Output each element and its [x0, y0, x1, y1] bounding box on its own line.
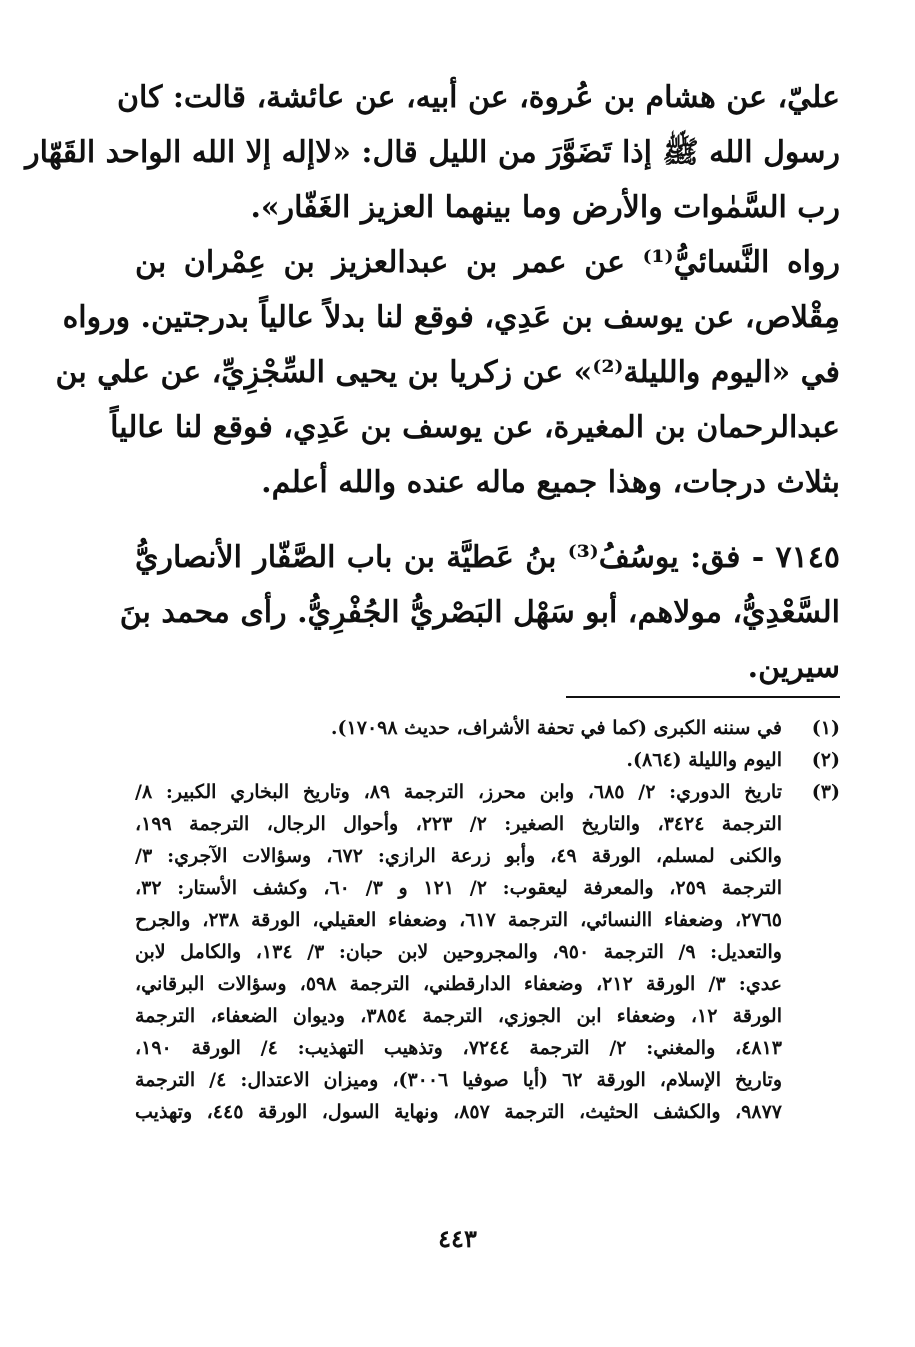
- footnote-line: عدي: ٣/ الورقة ٢١٢، وضعفاء الدارقطني، الترجمة ٥٩٨، وسؤالات البرقاني،: [135, 973, 782, 995]
- footnote-line: ٩٨٧٧، والكشف الحثيث، الترجمة ٨٥٧، ونهاية السول، الورقة ٤٤٥، وتهذيب: [135, 1101, 782, 1123]
- footnote-line: ٢٧٦٥، وضعفاء االنسائي، الترجمة ٦١٧، وضعفاء العقيلي، الورقة ٢٣٨، والجرح: [135, 909, 782, 931]
- footnote-number: (٣): [811, 781, 840, 803]
- paragraph-gap: [135, 510, 840, 530]
- footnote-text: في سننه الكبرى (كما في تحفة الأشراف، حديث ١٧٠٩٨).: [330, 717, 782, 739]
- text-line: بثلاث درجات، وهذا جميع ماله عنده والله أعلم.: [261, 465, 840, 500]
- text-line: في «اليوم والليلة⁽²⁾» عن زكريا بن يحيى السِّجْزِيِّ، عن علي بن: [55, 355, 840, 390]
- footnote-line: وتاريخ الإسلام، الورقة ٦٢ (أيا صوفيا ٣٠٠٦)، وميزان الاعتدال: ٤/ الترجمة: [135, 1069, 782, 1091]
- footnote-number: (١): [811, 717, 840, 739]
- footnote-line: ٤٨١٣، والمغني: ٢/ الترجمة ٧٢٤٤، وتذهيب التهذيب: ٤/ الورقة ١٩٠،: [135, 1037, 783, 1059]
- footnote-line: الترجمة ٢٥٩، والمعرفة ليعقوب: ٢/ ١٢١ و ٣/ ٦٠، وكشف الأستار: ٣٢،: [135, 877, 782, 899]
- text-line: عبدالرحمان بن المغيرة، عن يوسف بن عَدِي، فوقع لنا عالياً: [110, 410, 840, 445]
- footnote-number: (٢): [811, 749, 840, 771]
- text-line: رب السَّمٰوات والأرض وما بينهما العزيز الغَفّار».: [250, 190, 840, 225]
- text-line: سيرين.: [747, 650, 840, 685]
- page-number: ٤٤٣: [438, 1224, 477, 1253]
- text-line: مِقْلاص، عن يوسف بن عَدِي، فوقع لنا بدلاً عالياً بدرجتين. ورواه: [62, 300, 840, 335]
- text-line: رسول الله ﷺ إذا تَضَوَّرَ من الليل قال: «لاإله إلا الله الواحد القَهّار: [25, 135, 840, 170]
- footnote-3: [135, 776, 840, 808]
- footnote-line: الورقة ١٢، وضعفاء ابن الجوزي، الترجمة ٣٨٥٤، وديوان الضعفاء، الترجمة: [135, 1005, 783, 1027]
- footnote-line: الترجمة ٣٤٢٤، والتاريخ الصغير: ٢/ ٢٢٣، وأحوال الرجال، الترجمة ١٩٩،: [135, 813, 782, 835]
- text-line: عليّ، عن هشام بن عُروة، عن أبيه، عن عائشة، قالت: كان: [116, 80, 840, 115]
- footnotes: [135, 712, 840, 1128]
- text-line: السَّعْدِيُّ، مولاهم، أبو سَهْل البَصْريُّ الجُفْرِيُّ. رأى محمد بنَ: [119, 595, 840, 630]
- footnote-text: اليوم والليلة (٨٦٤).: [626, 749, 782, 771]
- footnote-line: والتعديل: ٩/ الترجمة ٩٥٠، والمجروحين لابن حبان: ٣/ ١٣٤، والكامل لابن: [135, 941, 782, 963]
- entry-heading-line: ٧١٤٥ - فق: يوسُفُ⁽³⁾ بنُ عَطيَّة بن باب الصَّفّار الأنصاريُّ: [135, 540, 840, 575]
- footnote-1: [135, 712, 840, 744]
- footnote-text: تاريخ الدوري: ٢/ ٦٨٥، وابن محرز، الترجمة ٨٩، وتاريخ البخاري الكبير: ٨/: [135, 781, 782, 803]
- main-text: [25, 70, 840, 695]
- text-line: رواه النَّسائيُّ⁽¹⁾ عن عمر بن عبدالعزيز بن عِمْران بن: [135, 245, 840, 280]
- footnote-2: [135, 744, 840, 776]
- footnote-line: والكنى لمسلم، الورقة ٤٩، وأبو زرعة الرازي: ٦٧٢، وسؤالات الآجري: ٣/: [135, 845, 782, 867]
- footnote-separator: [566, 696, 840, 698]
